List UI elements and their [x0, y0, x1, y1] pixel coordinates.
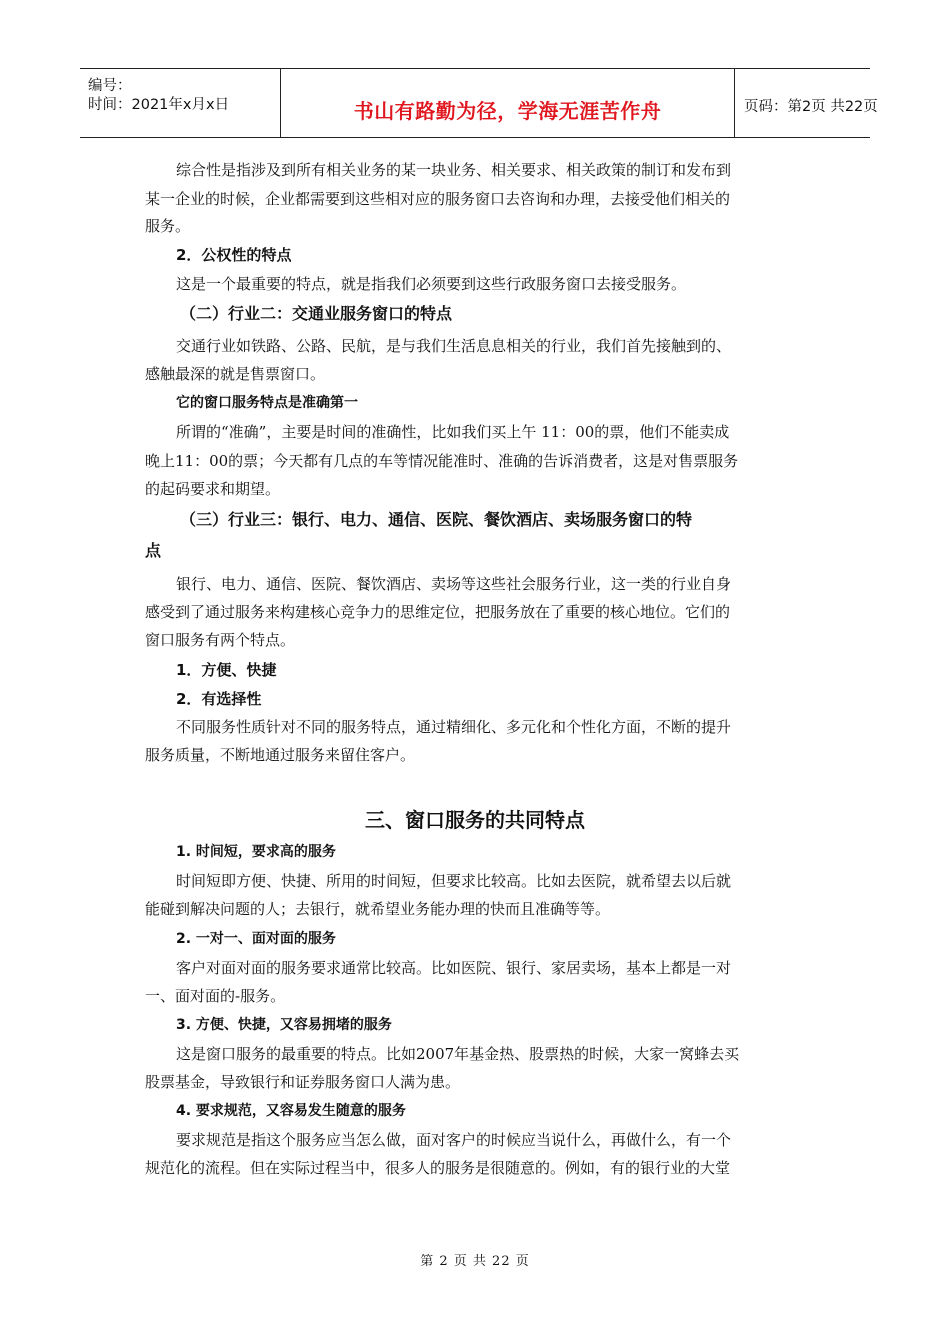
paragraph-line: 窗口服务有两个特点。 — [145, 631, 296, 649]
paragraph-line: 服务质量，不断地通过服务来留住客户。 — [145, 746, 416, 764]
header-page-label: 页码：第2页 共22页 — [744, 99, 878, 115]
paragraph-line: 感受到了通过服务来构建核心竞争力的思维定位，把服务放在了重要的核心地位。它们的 — [145, 603, 731, 621]
doc-number-label: 编号： — [88, 78, 132, 94]
heading-industry-two: （二）行业二：交通业服务窗口的特点 — [180, 304, 453, 323]
heading-industry-three: （三）行业三：银行、电力、通信、医院、餐饮酒店、卖场服务窗口的特 — [180, 510, 693, 529]
paragraph-line: 规范化的流程。但在实际过程当中，很多人的服务是很随意的。例如，有的银行业的大堂 — [145, 1159, 731, 1177]
paragraph-line: 服务。 — [145, 217, 191, 235]
item-heading-4: 4. 要求规范，又容易发生随意的服务 — [176, 1103, 406, 1119]
subheading-public-power: 2．公权性的特点 — [176, 246, 292, 264]
paragraph-line: 感触最深的就是售票窗口。 — [145, 365, 326, 383]
page-footer: 第 2 页 共 22 页 — [420, 1254, 530, 1269]
paragraph-line: 要求规范是指这个服务应当怎么做，面对客户的时候应当说什么，再做什么，有一个 — [176, 1131, 732, 1149]
paragraph-line: 所谓的“准确”，主要是时间的准确性，比如我们买上午 11：00的票，他们不能卖成 — [176, 423, 730, 441]
section-title: 三、窗口服务的共同特点 — [365, 808, 585, 832]
page-header — [80, 68, 878, 138]
doc-time-label: 时间：2021年x月x日 — [88, 97, 230, 113]
paragraph-line: 股票基金，导致银行和证券服务窗口人满为患。 — [145, 1073, 461, 1091]
paragraph-line: 银行、电力、通信、医院、餐饮酒店、卖场等这些社会服务行业，这一类的行业自身 — [176, 575, 732, 593]
item-heading-1: 1. 时间短，要求高的服务 — [176, 844, 336, 860]
paragraph-line: 能碰到解决问题的人；去银行，就希望业务能办理的快而且准确等等。 — [145, 900, 611, 918]
heading-industry-three-cont: 点 — [145, 541, 162, 560]
paragraph-line: 时间短即方便、快捷、所用的时间短，但要求比较高。比如去医院，就希望去以后就 — [176, 872, 732, 890]
item-heading-2: 2. 一对一、面对面的服务 — [176, 931, 336, 947]
paragraph-line: 这是窗口服务的最重要的特点。比如2007年基金热、股票热的时候，大家一窝蜂去买 — [176, 1045, 740, 1063]
header-page-cell — [735, 69, 878, 137]
subheading-choice: 2．有选择性 — [176, 690, 262, 708]
header-motto-cell — [281, 69, 735, 137]
paragraph-line: 一、面对面的-服务。 — [145, 987, 286, 1005]
subheading-accuracy: 它的窗口服务特点是准确第一 — [176, 395, 358, 411]
paragraph-line: 的起码要求和期望。 — [145, 480, 281, 498]
paragraph-line: 不同服务性质针对不同的服务特点，通过精细化、多元化和个性化方面，不断的提升 — [176, 718, 732, 736]
paragraph-line: 晚上11：00的票；今天都有几点的车等情况能准时、准确的告诉消费者，这是对售票服务 — [145, 452, 739, 470]
paragraph-line: 这是一个最重要的特点，就是指我们必须要到这些行政服务窗口去接受服务。 — [176, 275, 687, 293]
item-heading-3: 3. 方便、快捷，又容易拥堵的服务 — [176, 1017, 392, 1033]
paragraph-line: 综合性是指涉及到所有相关业务的某一块业务、相关要求、相关政策的制订和发布到 — [176, 161, 732, 179]
header-meta-cell — [80, 69, 281, 137]
paragraph-line: 客户对面对面的服务要求通常比较高。比如医院、银行、家居卖场，基本上都是一对 — [176, 959, 732, 977]
header-motto: 书山有路勤为径，学海无涯苦作舟 — [353, 99, 662, 123]
paragraph-line: 某一企业的时候，企业都需要到这些相对应的服务窗口去咨询和办理，去接受他们相关的 — [145, 190, 731, 208]
paragraph-line: 交通行业如铁路、公路、民航，是与我们生活息息相关的行业，我们首先接触到的、 — [176, 337, 732, 355]
subheading-convenient: 1．方便、快捷 — [176, 661, 277, 679]
